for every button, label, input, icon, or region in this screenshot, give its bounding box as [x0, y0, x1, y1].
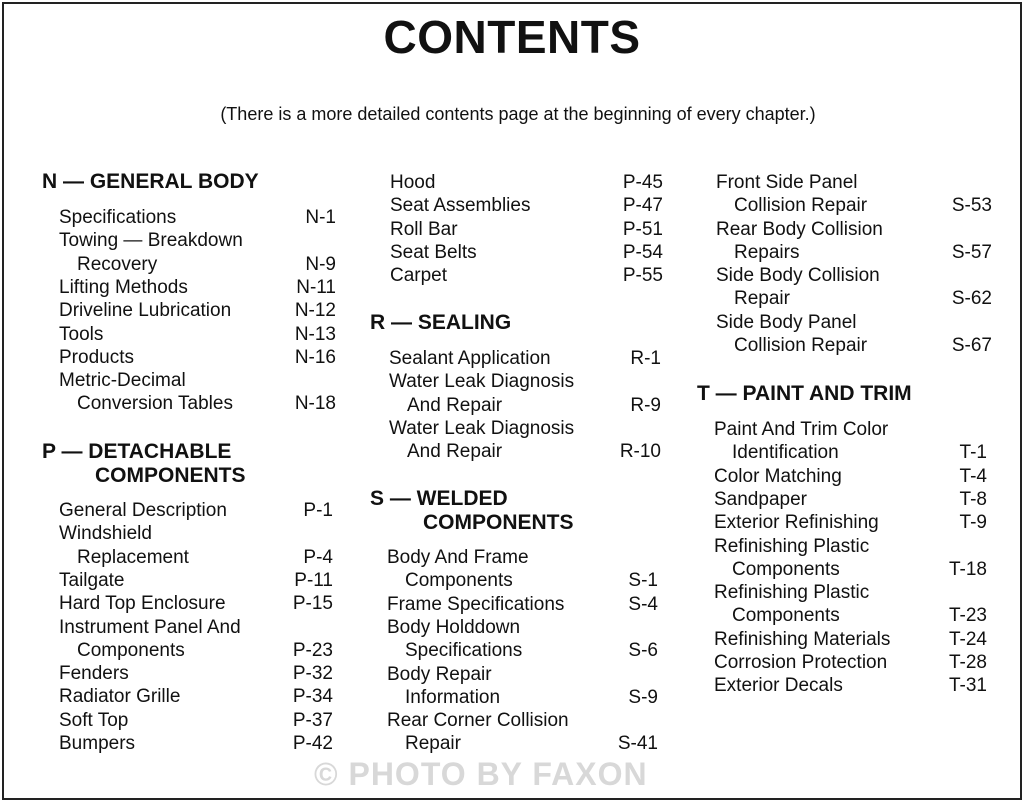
toc-entry-title: Water Leak Diagnosis: [389, 417, 575, 439]
toc-entry: [59, 732, 333, 755]
toc-entry: [389, 370, 661, 417]
toc-entry-page: S-9: [628, 686, 658, 708]
section-heading-p-line2: COMPONENTS: [95, 464, 246, 487]
toc-entry-page: P-37: [292, 709, 333, 731]
toc-entry-title: And Repair: [407, 394, 503, 416]
toc-entry: [59, 616, 333, 663]
toc-entry-title: Components: [77, 639, 185, 661]
toc-entry: [390, 264, 663, 287]
toc-entry: [59, 369, 336, 416]
toc-entry-title: Water Leak Diagnosis: [389, 371, 575, 393]
toc-entry-page: S-53: [951, 195, 992, 217]
toc-entry: [59, 522, 333, 569]
toc-entry-title: Tailgate: [59, 569, 125, 591]
toc-entry: [387, 709, 658, 756]
toc-entry: [387, 616, 658, 663]
toc-entry-page: T-18: [948, 558, 987, 580]
toc-entry-page: R-9: [630, 394, 661, 416]
toc-entry-page: T-23: [948, 605, 987, 627]
toc-entry-title: Metric-Decimal: [59, 370, 186, 392]
toc-entry: [59, 685, 333, 708]
toc-entry-page: P-32: [292, 663, 333, 685]
toc-entry-page: P-11: [294, 569, 333, 591]
toc-entry-title: Rear Corner Collision: [387, 710, 569, 732]
toc-entry: [390, 171, 663, 194]
toc-entry-page: P-1: [303, 500, 333, 521]
toc-entry-title: Hood: [390, 172, 436, 193]
page-title: CONTENTS: [383, 11, 641, 63]
toc-entry-title: Rear Body Collision: [716, 218, 883, 240]
toc-entry-title: And Repair: [407, 441, 503, 463]
toc-entry-title: Conversion Tables: [77, 393, 233, 415]
toc-entry: [387, 593, 658, 616]
toc-entry-page: T-4: [959, 465, 987, 487]
toc-entry: [59, 709, 333, 732]
section-heading-p-line1: P — DETACHABLE: [42, 440, 232, 463]
toc-entry-page: P-45: [622, 172, 663, 193]
toc-entry-title: Collision Repair: [734, 335, 868, 357]
toc-entry-title: Hard Top Enclosure: [59, 593, 226, 615]
toc-entry-page: T-1: [959, 442, 987, 464]
toc-entry: [714, 465, 987, 488]
toc-entry-title: Exterior Decals: [714, 675, 843, 697]
toc-entry-title: Soft Top: [59, 709, 129, 731]
toc-entry: [714, 628, 987, 651]
toc-entry-page: N-18: [294, 393, 336, 415]
toc-entry: [714, 418, 987, 465]
toc-entry: [387, 663, 658, 710]
toc-entry: [716, 264, 992, 311]
toc-entry-page: P-15: [292, 593, 333, 615]
toc-entry: [714, 488, 987, 511]
toc-entry-title: General Description: [59, 500, 227, 521]
toc-entry-page: S-41: [617, 733, 658, 755]
section-heading-s-line2: COMPONENTS: [423, 511, 574, 534]
toc-entry-title: Information: [405, 686, 501, 708]
toc-entry-title: Corrosion Protection: [714, 652, 888, 673]
toc-entry-page: T-28: [948, 652, 987, 673]
toc-entry-title: Carpet: [390, 265, 448, 287]
toc-entry: [387, 546, 658, 593]
toc-entry: [716, 218, 992, 265]
toc-entry: [59, 276, 336, 299]
toc-entry-title: Windshield: [59, 523, 152, 545]
toc-entry-page: P-54: [622, 241, 663, 263]
page-subtitle: (There is a more detailed contents page at the beginning of every chapter.): [220, 104, 816, 124]
toc-entry: [714, 511, 987, 534]
toc-entry-page: T-8: [959, 488, 987, 510]
toc-entry: [59, 569, 333, 592]
toc-entry-title: Refinishing Materials: [714, 628, 891, 650]
toc-entry-title: Paint And Trim Color: [714, 419, 889, 440]
section-heading-s: [370, 487, 574, 535]
toc-entry: [714, 651, 987, 674]
toc-entry-title: Side Body Panel: [716, 311, 857, 333]
toc-entry: [390, 241, 663, 264]
section-heading-s-line1: S — WELDED: [370, 487, 508, 510]
toc-entry-title: Refinishing Plastic: [714, 535, 870, 557]
toc-entry-title: Exterior Refinishing: [714, 512, 879, 534]
toc-entry: [59, 592, 333, 615]
toc-entry-page: T-24: [948, 628, 987, 650]
toc-entry-page: T-31: [948, 675, 987, 697]
toc-entry: [59, 206, 336, 229]
toc-entry-page: P-55: [622, 265, 663, 287]
toc-entry: [59, 299, 336, 322]
toc-entry-title: Seat Belts: [390, 241, 477, 263]
toc-entry-title: Specifications: [405, 640, 523, 662]
toc-entry-title: Sandpaper: [714, 488, 807, 510]
toc-entry-page: P-47: [622, 195, 663, 217]
toc-entry-title: Roll Bar: [390, 218, 458, 240]
toc-entry-title: Body And Frame: [387, 547, 529, 568]
toc-entry-title: Repairs: [734, 241, 800, 263]
toc-entry: [716, 311, 992, 358]
toc-entry-page: P-42: [292, 733, 333, 754]
toc-entry-title: Repair: [734, 288, 790, 310]
toc-entry-page: P-23: [292, 639, 333, 661]
toc-entry: [714, 535, 987, 582]
toc-entry-title: Instrument Panel And: [59, 616, 241, 638]
section-heading-n: N — GENERAL BODY: [42, 170, 259, 193]
toc-entry-title: Sealant Application: [389, 348, 551, 369]
toc-entry-title: Products: [59, 346, 134, 368]
toc-entry-page: S-4: [628, 593, 658, 615]
toc-entry-title: Specifications: [59, 207, 177, 228]
toc-entry-title: Tools: [59, 323, 104, 345]
toc-entry-title: Body Repair: [387, 663, 492, 685]
toc-entry-title: Identification: [732, 442, 839, 464]
toc-entry-page: N-16: [294, 346, 336, 368]
section-heading-r: R — SEALING: [370, 311, 512, 334]
toc-entry-page: P-51: [622, 218, 663, 240]
toc-entry-title: Components: [405, 570, 513, 592]
toc-entry-page: P-34: [292, 686, 333, 708]
toc-entry: [59, 499, 333, 522]
toc-entry-page: R-1: [630, 348, 661, 369]
toc-entry-title: Driveline Lubrication: [59, 300, 232, 322]
toc-entry-page: R-10: [619, 441, 661, 463]
toc-entry: [59, 662, 333, 685]
toc-entry: [714, 581, 987, 628]
toc-entry-page: S-57: [951, 241, 992, 263]
toc-entry-page: N-11: [296, 276, 336, 298]
toc-entry: [390, 218, 663, 241]
toc-entry-page: T-9: [959, 512, 987, 534]
toc-entry: [389, 347, 661, 370]
toc-entry-page: N-9: [305, 253, 336, 275]
watermark: © PHOTO BY FAXON: [314, 756, 648, 792]
toc-entry-title: Recovery: [77, 253, 158, 275]
toc-entry-title: Fenders: [59, 663, 129, 685]
toc-entry-page: P-4: [303, 546, 333, 568]
toc-entry-title: Repair: [405, 733, 461, 755]
toc-entry-title: Side Body Collision: [716, 265, 880, 287]
toc-entry-page: S-62: [951, 288, 992, 310]
toc-entry: [59, 346, 336, 369]
toc-entry-page: N-13: [294, 323, 336, 345]
toc-entry: [59, 229, 336, 276]
toc-entry-title: Bumpers: [59, 733, 136, 754]
toc-entry-title: Towing — Breakdown: [59, 230, 243, 252]
section-heading-p: [42, 440, 246, 488]
toc-entry-title: Seat Assemblies: [390, 195, 531, 217]
toc-entry-title: Collision Repair: [734, 195, 868, 217]
toc-entry: [389, 417, 661, 464]
toc-entry-page: S-67: [951, 335, 992, 357]
toc-entry-title: Replacement: [77, 546, 189, 568]
toc-entry-title: Lifting Methods: [59, 276, 188, 298]
toc-entry-title: Radiator Grille: [59, 686, 181, 708]
toc-entry-page: S-6: [628, 640, 658, 662]
toc-entry-title: Color Matching: [714, 465, 842, 487]
toc-entry-title: Components: [732, 558, 840, 580]
toc-entry: [390, 194, 663, 217]
section-heading-t: T — PAINT AND TRIM: [697, 382, 912, 405]
toc-entry-title: Components: [732, 605, 840, 627]
toc-entry-page: N-12: [294, 300, 336, 322]
toc-entry-title: Front Side Panel: [716, 172, 858, 193]
toc-entry-title: Frame Specifications: [387, 593, 565, 615]
toc-entry-title: Refinishing Plastic: [714, 582, 870, 604]
toc-entry: [714, 674, 987, 697]
toc-entry-title: Body Holddown: [387, 616, 521, 638]
toc-entry-page: S-1: [628, 570, 658, 592]
toc-entry: [59, 323, 336, 346]
toc-entry: [716, 171, 992, 218]
toc-entry-page: N-1: [305, 207, 336, 228]
